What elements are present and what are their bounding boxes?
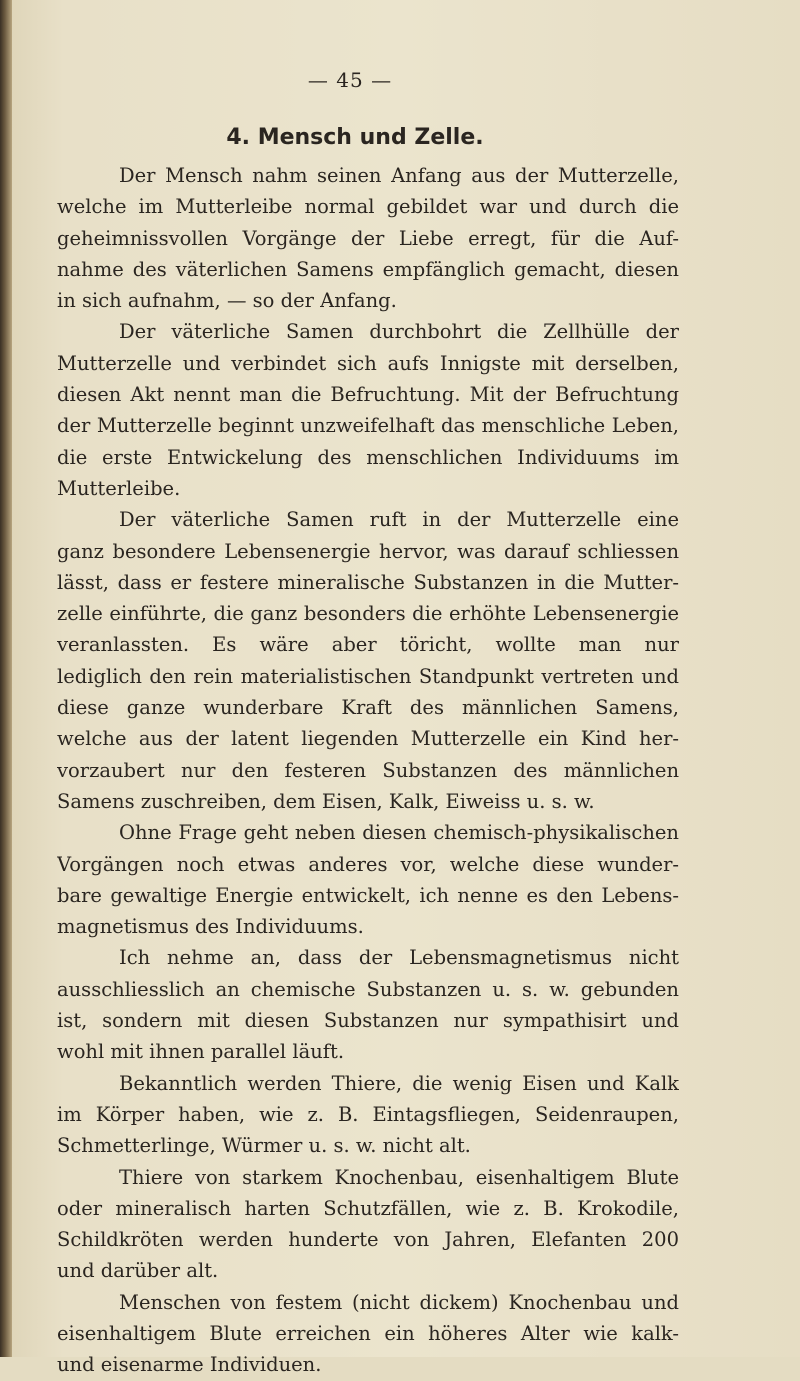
text-line: im Körper haben, wie z. B. Eintagsfliegen, Seidenraupen, [57,1102,679,1126]
text-line: zelle einführte, die ganz besonders die erhöhte Lebensenergie [57,602,679,626]
chapter-title: 4. Mensch und Zelle. [226,125,484,150]
text-line: Vorgängen noch etwas anderes vor, welche diese wunder- [57,852,679,876]
text-line: der Mutterzelle beginnt unzweifelhaft das menschliche Leben, [57,414,679,438]
text-line: Der väterliche Samen durchbohrt die Zellhülle der [119,320,679,344]
text-line: eisenhaltigem Blute erreichen ein höheres Alter wie kalk- [57,1321,679,1345]
text-line: vorzaubert nur den festeren Substanzen des männlichen [57,758,679,782]
text-line: veranlassten. Es wäre aber töricht, wollte man nur [57,633,679,657]
text-line: Ich nehme an, dass der Lebensmagnetismus nicht [119,946,679,970]
text-line: Samens zuschreiben, dem Eisen, Kalk, Eiweiss u. s. w. [57,789,595,813]
text-line: ganz besondere Lebensenergie hervor, was darauf schliessen [57,539,679,563]
text-line: bare gewaltige Energie entwickelt, ich nenne es den Lebens- [57,883,679,907]
text-line: diesen Akt nennt man die Befruchtung. Mit der Befruchtung [57,383,679,407]
text-line: Der väterliche Samen ruft in der Mutterzelle eine [119,508,679,532]
text-line: Schildkröten werden hunderte von Jahren, Elefanten 200 [57,1228,679,1252]
text-line: Schmetterlinge, Würmer u. s. w. nicht alt. [57,1134,471,1158]
text-line: Mutterleibe. [57,476,181,500]
text-line: Menschen von festem (nicht dickem) Knochenbau und [119,1290,679,1314]
text-line: und eisenarme Individuen. [57,1353,322,1377]
text-line: Thiere von starkem Knochenbau, eisenhaltigem Blute [119,1165,679,1189]
text-line: welche aus der latent liegenden Mutterzelle ein Kind her- [57,727,679,751]
text-line: und darüber alt. [57,1259,219,1283]
text-line: die erste Entwickelung des menschlichen Individuums im [57,445,679,469]
text-line: Mutterzelle und verbindet sich aufs Innigste mit derselben, [57,351,679,375]
text-line: magnetismus des Individuums. [57,915,364,939]
text-line: wohl mit ihnen parallel läuft. [57,1040,345,1064]
text-line: Ohne Frage geht neben diesen chemisch-physikalischen [119,821,679,845]
text-line: lässt, dass er festere mineralische Substanzen in die Mutter- [57,570,679,594]
text-line: diese ganze wunderbare Kraft des männlichen Samens, [57,696,679,720]
text-line: Bekanntlich werden Thiere, die wenig Eisen und Kalk [119,1071,679,1095]
text-line: welche im Mutterleibe normal gebildet war und durch die [57,195,679,219]
text-line: oder mineralisch harten Schutzfällen, wie z. B. Krokodile, [57,1196,679,1220]
text-line: nahme des väterlichen Samens empfänglich gemacht, diesen [57,257,679,281]
book-spine [0,0,12,1357]
body-text [57,160,679,1381]
text-line: ausschliesslich an chemische Substanzen u. s. w. gebunden [57,977,679,1001]
text-line: ist, sondern mit diesen Substanzen nur sympathisirt und [57,1009,679,1033]
text-line: in sich aufnahm, — so der Anfang. [57,289,397,313]
text-line: geheimnissvollen Vorgänge der Liebe erregt, für die Auf- [57,226,679,250]
page-number: — 45 — [307,68,393,92]
text-line: Der Mensch nahm seinen Anfang aus der Mutterzelle, [119,164,679,187]
text-line: lediglich den rein materialistischen Standpunkt vertreten und [57,664,679,688]
